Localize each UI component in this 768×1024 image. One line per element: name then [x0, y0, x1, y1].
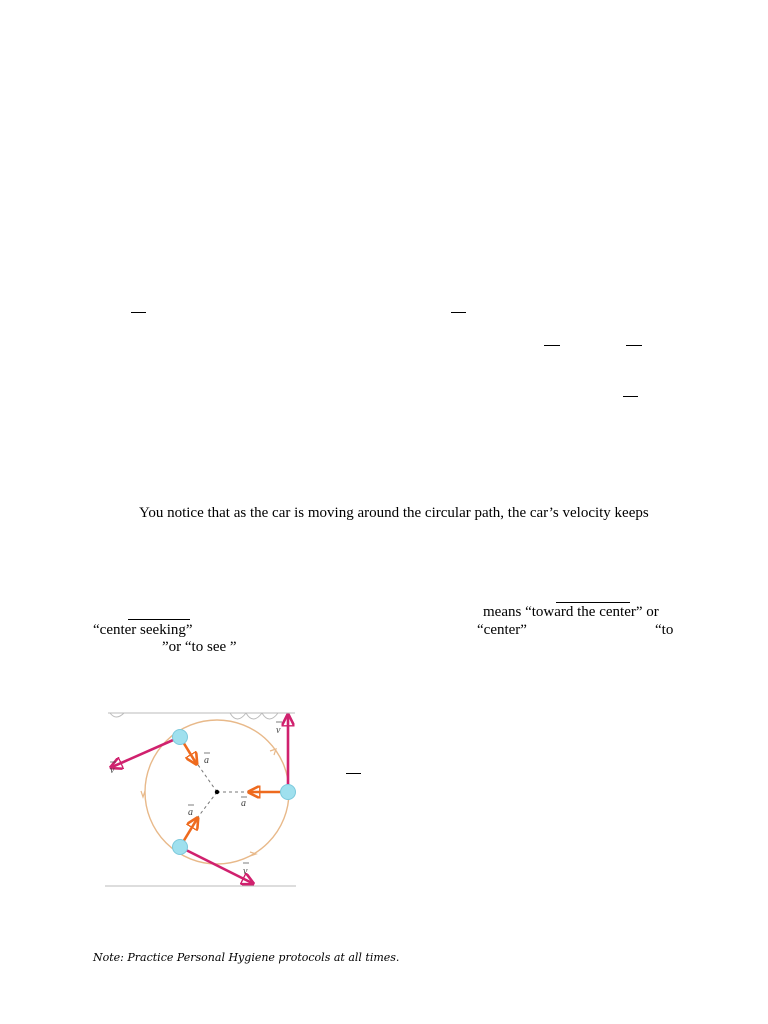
acceleration-label: a	[204, 755, 209, 766]
blank-underline	[128, 619, 190, 620]
frame-arc-decor	[110, 713, 278, 719]
velocity-label: v	[110, 765, 115, 776]
blank-underline	[556, 602, 630, 603]
moving-object	[281, 785, 296, 800]
dash-mark	[626, 345, 642, 346]
path-direction-arrow	[270, 749, 276, 755]
paragraph-line: You notice that as the car is moving around the circular path, the car’s velocity keeps	[139, 505, 649, 521]
moving-object	[173, 730, 188, 745]
hygiene-note: Note: Practice Personal Hygiene protocols at all times.	[93, 951, 400, 964]
path-direction-arrow	[141, 791, 145, 797]
velocity-vector	[112, 737, 180, 767]
means-text: means “toward the center” or	[483, 604, 659, 620]
circular-motion-diagram	[100, 705, 300, 890]
center-seeking-text: “center seeking”	[93, 622, 193, 638]
acceleration-label: a	[241, 798, 246, 809]
circular-motion-figure	[100, 705, 300, 890]
velocity-label: v	[243, 866, 248, 877]
velocity-label: v	[276, 725, 281, 736]
velocity-vector	[180, 847, 252, 883]
to-see-text: ”or “to see ”	[162, 639, 237, 655]
radius-dashed	[196, 762, 217, 792]
moving-object	[173, 840, 188, 855]
dash-mark	[623, 396, 638, 397]
acceleration-label: a	[188, 807, 193, 818]
dash-mark	[544, 345, 560, 346]
to-word: “to	[655, 622, 674, 638]
dash-mark	[451, 312, 466, 313]
radius-dashed	[198, 792, 217, 817]
dash-mark	[131, 312, 146, 313]
center-point	[215, 790, 219, 794]
center-word: “center”	[477, 622, 527, 638]
dash-mark	[346, 773, 361, 774]
